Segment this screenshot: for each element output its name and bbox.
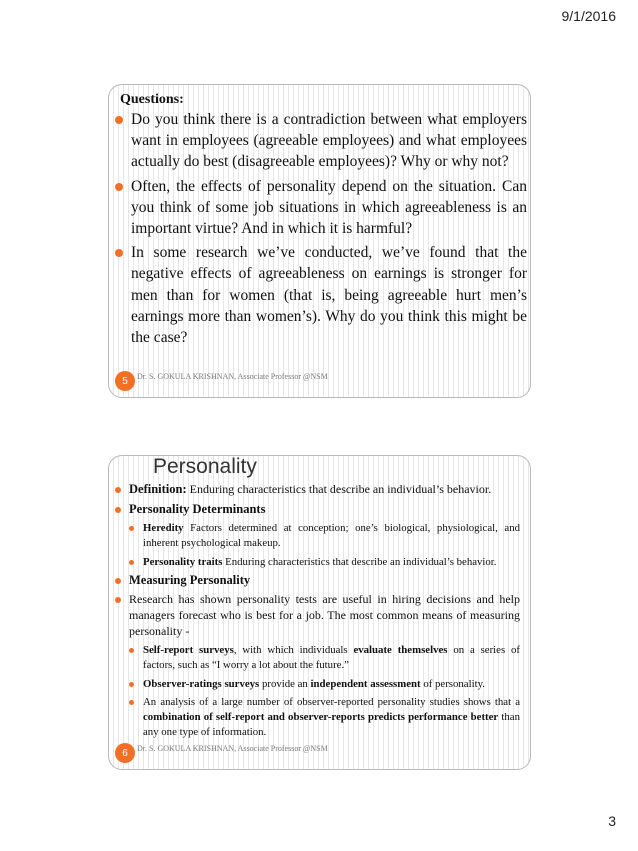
- measuring-item: [113, 573, 520, 589]
- question-item: [113, 176, 527, 240]
- slide-footer: Dr. S. GOKULA KRISHNAN, Associate Professor @NSM: [137, 372, 328, 381]
- bullet-icon: [129, 526, 134, 531]
- bullet-icon: [115, 597, 121, 603]
- bullet-icon: [129, 560, 134, 565]
- observer-bold: independent assessment: [310, 677, 421, 690]
- questions-heading: Questions:: [120, 92, 184, 107]
- traits-item: [113, 555, 520, 570]
- observer-label: Observer-ratings surveys: [143, 677, 260, 690]
- bullet-icon: [115, 487, 121, 493]
- personality-list: [113, 482, 520, 743]
- slide-5: [108, 84, 531, 398]
- bullet-icon: [129, 682, 134, 687]
- bullet-icon: [129, 648, 134, 653]
- self-report-rest: on a series of factors, such as “I worry a lot about the future.”: [143, 644, 521, 672]
- research-item: [113, 592, 520, 639]
- heredity-item: [113, 521, 520, 551]
- self-report-label: Self-report surveys: [143, 644, 234, 657]
- observer-item: [113, 677, 520, 692]
- observer-mid: provide an: [259, 677, 311, 690]
- determinants-item: [113, 502, 520, 518]
- analysis-item: [113, 695, 520, 741]
- bullet-icon: [115, 183, 123, 191]
- self-report-mid: , with which individuals: [233, 644, 354, 657]
- slide-number-badge: 6: [115, 743, 135, 763]
- measuring-heading: Measuring Personality: [129, 572, 251, 587]
- question-item: [113, 242, 527, 348]
- self-report-item: [113, 643, 520, 673]
- definition-label: Definition:: [129, 482, 187, 496]
- determinants-heading: Personality Determinants: [129, 501, 266, 516]
- bullet-icon: [115, 249, 123, 257]
- slide-title: Personality: [153, 455, 257, 478]
- question-text: Often, the effects of personality depend on the situation. Can you think of some job situations in which agreeableness is an important virtue? And in which it is harmful?: [131, 177, 527, 238]
- question-text: In some research we’ve conducted, we’ve found that the negative effects of agreeableness on earnings is stronger for men than for women (that is, being agreeable hurt men’s earnings more than women’s). Why do you think this might be the case?: [131, 244, 527, 347]
- question-text: Do you think there is a contradiction between what employers want in employees (agreeable employees) and what employees actually do best (disagreeable employees)? Why or why not?: [131, 111, 527, 171]
- bullet-icon: [115, 578, 121, 584]
- heredity-text: Factors determined at conception; one’s biological, physiological, and inherent psychological makeup.: [143, 522, 520, 550]
- bullet-icon: [115, 507, 121, 513]
- self-report-bold: evaluate themselves: [353, 644, 448, 657]
- research-text: Research has shown personality tests are useful in hiring decisions and help managers forecast who is best for a job. The most common means of measuring personality -: [129, 592, 520, 638]
- question-item: [113, 109, 527, 173]
- observer-rest: of personality.: [420, 677, 485, 690]
- analysis-pre: An analysis of a large number of observer-reported personality studies shows that a: [143, 695, 520, 708]
- bullet-icon: [115, 116, 123, 124]
- slide-number-badge: 5: [115, 371, 135, 391]
- bullet-icon: [129, 700, 134, 705]
- analysis-rest: than any one type of information.: [143, 710, 520, 739]
- definition-item: [113, 482, 520, 498]
- analysis-bold: combination of self-report and observer-reports predicts performance better: [143, 710, 499, 723]
- slide-footer: Dr. S. GOKULA KRISHNAN, Associate Professor @NSM: [137, 744, 328, 753]
- heredity-label: Heredity: [143, 522, 184, 535]
- header-date: 9/1/2016: [561, 8, 616, 24]
- definition-text: Enduring characteristics that describe an individual’s behavior.: [186, 482, 492, 496]
- questions-list: [113, 109, 527, 351]
- page-number: 3: [608, 813, 616, 829]
- slide-6: [108, 455, 531, 770]
- traits-label: Personality traits: [143, 555, 223, 568]
- traits-text: Enduring characteristics that describe an individual’s behavior.: [222, 555, 497, 568]
